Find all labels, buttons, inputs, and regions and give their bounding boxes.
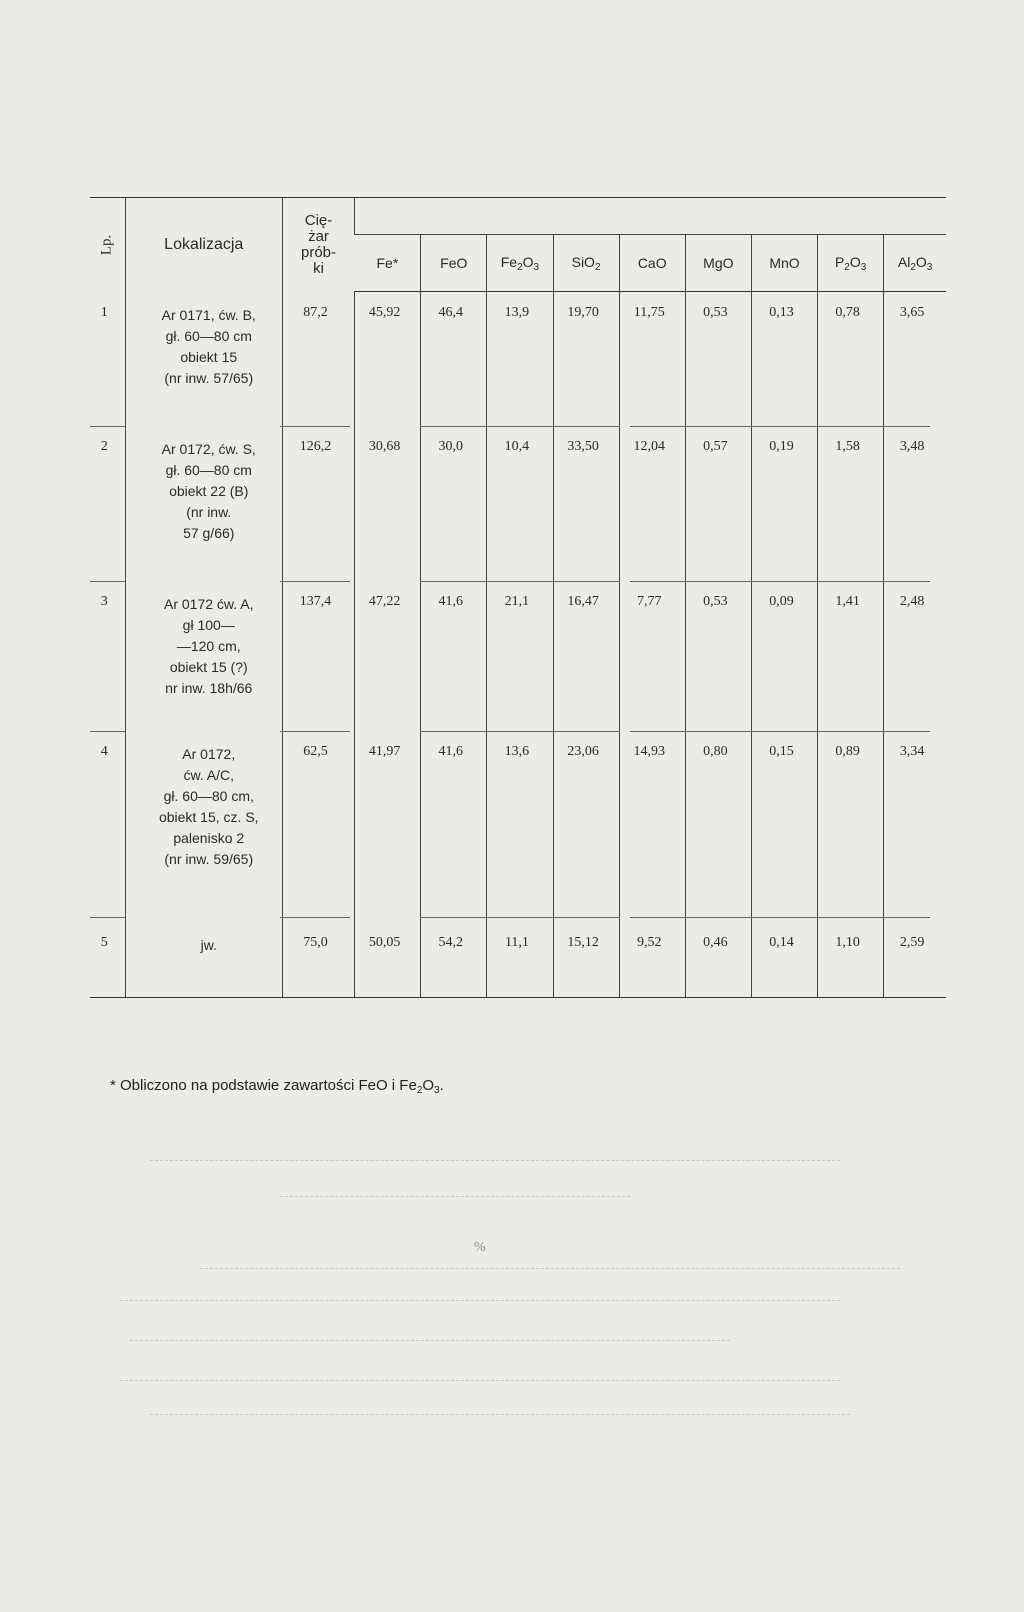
cell-feo: 54,2 [421,917,487,998]
cell-p2o3: 0,89 [818,731,884,917]
cell-lokalizacja: Ar 0172 ćw. A, gł 100— —120 cm, obiekt 15 (?) nr inw. 18h/66 [125,581,282,731]
cell-sio2: 16,47 [553,581,619,731]
cell-ciezar: 137,4 [282,581,354,731]
cell-mno: 0,09 [751,581,817,731]
cell-fe: 30,68 [355,426,421,581]
row-separator [90,917,125,918]
cell-lokalizacja: Ar 0172, ćw. S, gł. 60—80 cm obiekt 22 (B) (nr inw. 57 g/66) [125,426,282,581]
header-lokalizacja: Lokalizacja [125,198,282,292]
cell-fe2o3: 13,9 [487,292,553,427]
cell-p2o3: 0,78 [818,292,884,427]
cell-al2o3: 3,34 [884,731,946,917]
cell-lokalizacja: jw. [125,917,282,998]
footnote: * Obliczono na podstawie zawartości FeO i $Fe_2O_3$. [110,1077,444,1096]
cell-al2o3: 3,65 [884,292,946,427]
bleed-line [150,1414,850,1416]
cell-mno: 0,13 [751,292,817,427]
bleed-line [280,1196,630,1198]
cell-ciezar: 87,2 [282,292,354,427]
header-fe2o3: $Fe_2O_3$ [487,235,553,292]
row-separator [420,731,620,732]
header-al2o3: $Al_2O_3$ [884,235,946,292]
table-row [90,426,946,581]
cell-feo: 41,6 [421,581,487,731]
row-separator [90,731,125,732]
cell-cao: 7,77 [619,581,685,731]
row-separator [630,581,930,582]
row-separator [420,917,620,918]
cell-p2o3: 1,41 [818,581,884,731]
row-separator [280,731,350,732]
cell-p2o3: 1,58 [818,426,884,581]
bleed-line [150,1160,840,1162]
cell-lp: 1 [100,304,108,320]
cell-lp: 3 [100,594,108,609]
cell-ciezar: 62,5 [282,731,354,917]
cell-al2o3: 2,48 [884,581,946,731]
cell-fe: 50,05 [355,917,421,998]
cell-cao: 14,93 [619,731,685,917]
cell-mgo: 0,80 [685,731,751,917]
row-separator [280,917,350,918]
cell-sio2: 33,50 [553,426,619,581]
bleed-text: % [474,1240,486,1255]
cell-fe2o3: 10,4 [487,426,553,581]
cell-mno: 0,14 [751,917,817,998]
cell-feo: 46,4 [421,292,487,427]
table-row [90,917,946,998]
bleed-line [200,1268,900,1270]
cell-fe: 47,22 [355,581,421,731]
cell-p2o3: 1,10 [818,917,884,998]
row-separator [630,426,930,427]
cell-al2o3: 2,59 [884,917,946,998]
cell-lp: 2 [100,439,108,454]
cell-sio2: 15,12 [553,917,619,998]
cell-lokalizacja: Ar 0172, ćw. A/C, gł. 60—80 cm, obiekt 15, cz. S, palenisko 2 (nr inw. 59/65) [125,731,282,917]
cell-mgo: 0,46 [685,917,751,998]
header-group-empty [355,198,946,235]
row-separator [90,426,125,427]
header-ciezar: Cię- żar prób- ki [282,198,354,292]
cell-mgo: 0,53 [685,581,751,731]
header-cao: CaO [619,235,685,292]
cell-fe: 41,97 [355,731,421,917]
header-fe: Fe* [355,235,421,292]
cell-mgo: 0,57 [685,426,751,581]
cell-mgo: 0,53 [685,292,751,427]
cell-sio2: 23,06 [553,731,619,917]
cell-lp: 5 [90,917,125,998]
table-row [90,292,946,427]
cell-mno: 0,19 [751,426,817,581]
table-row [90,731,946,917]
cell-fe2o3: 21,1 [487,581,553,731]
cell-feo: 30,0 [421,426,487,581]
cell-mno: 0,15 [751,731,817,917]
row-separator [630,917,930,918]
cell-fe2o3: 13,6 [487,731,553,917]
cell-al2o3: 3,48 [884,426,946,581]
header-p2o3: $P_2O_3$ [818,235,884,292]
cell-cao: 11,75 [619,292,685,427]
cell-ciezar: 75,0 [282,917,354,998]
cell-lp: 4 [100,744,108,759]
cell-cao: 9,52 [619,917,685,998]
table-row [90,581,946,731]
header-mno: MnO [751,235,817,292]
cell-sio2: 19,70 [553,292,619,427]
header-feo: FeO [421,235,487,292]
cell-lokalizacja: Ar 0171, ćw. B, gł. 60—80 cm obiekt 15 (nr inw. 57/65) [125,292,282,427]
header-lp: Lp. [90,198,125,292]
bleed-line [120,1300,840,1302]
header-sio2: SiO$_2$ [553,235,619,292]
row-separator [90,581,125,582]
cell-fe2o3: 11,1 [487,917,553,998]
row-separator [280,426,350,427]
row-separator [630,731,930,732]
cell-fe: 45,92 [355,292,421,427]
bleed-line [130,1340,730,1342]
bleed-line [120,1380,840,1382]
analysis-table [90,197,946,998]
row-separator [280,581,350,582]
cell-feo: 41,6 [421,731,487,917]
row-separator [420,581,620,582]
row-separator [420,426,620,427]
header-mgo: MgO [685,235,751,292]
cell-ciezar: 126,2 [282,426,354,581]
cell-cao: 12,04 [619,426,685,581]
